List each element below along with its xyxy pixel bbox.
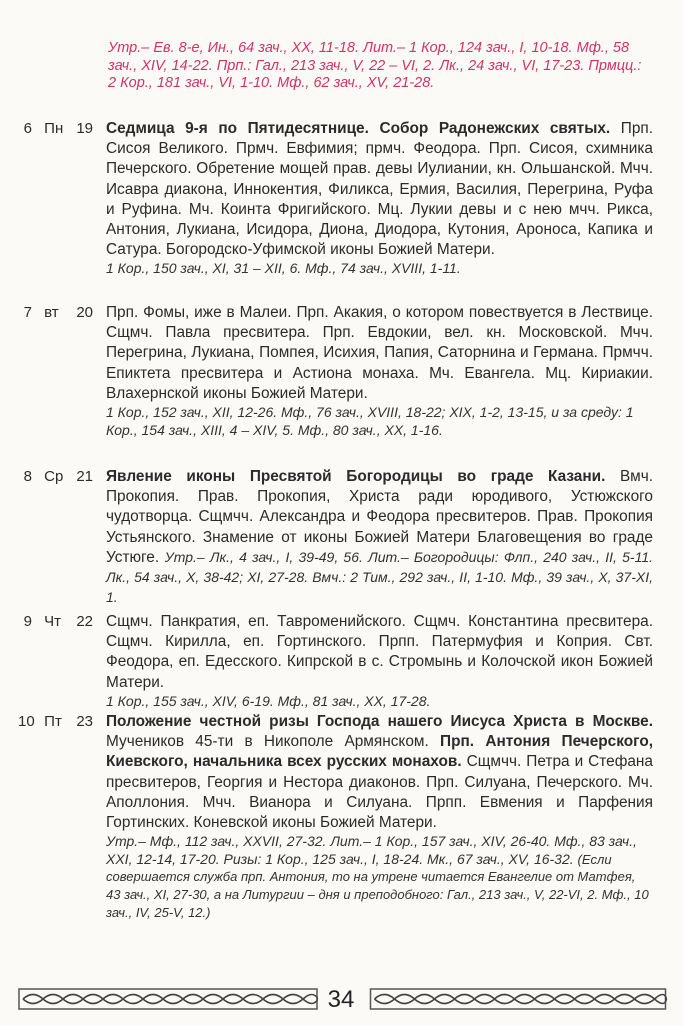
old-style-day: 23 [76,713,94,730]
saints-text: Мучеников 45-ти в Никополе Армянском. [106,733,441,751]
old-style-day: 21 [76,468,94,485]
saints-text: Вмч. Прокопия. Прав. Прокопия, Христа ради юродивого, Устюжского чудотворца. Сщмчч. Александра и Феодора пресвитеров. Прав. Прокопия Устьянского. Знамение от иконы Божией Матери Благовещения во граде Устюге. [106,468,653,566]
left-ornament-border [18,988,318,1010]
weekday: Пт [44,713,62,730]
entry-body [106,612,653,710]
feast-title: Седмица 9-я по Пятидесятнице. Собор Радонежских святых. [106,120,621,137]
weekday: Ср [44,468,64,485]
old-style-day: 22 [76,613,94,630]
scripture-readings: 1 Кор., 152 зач., XII, 12-26. Мф., 76 зач., XVIII, 18-22; XIX, 1-2, 13-15, и за среду: 1 Кор., 154 зач., XIII, 4 – XIV, 5. Мф., 80 зач., XX, 1-16. [106,404,634,438]
entry-body [106,303,653,439]
weekday: вт [44,304,59,321]
carryover-readings: Утр.– Ев. 8-е, Ин., 64 зач., XX, 11-18. Лит.– 1 Кор., 124 зач., I, 10-18. Мф., 58 зач., XIV, 14-22. Прп.: Гал., 213 зач., V, 22 – VI, 2. Лк., 24 зач., VI, 17-23. Прмцц.: 2 Кор., 181 зач., VI, 1-10. Мф., 62 зач., XV, 21-28. [108,40,642,92]
day-number: 8 [23,468,32,485]
readings-list: Утр.– Мф., 112 зач., XXVII, 27-32. Лит.– 1 Кор., 157 зач., XIV, 26-40. Мф., 83 зач., XXI, 12-14, 17-20. Ризы: 1 Кор., 125 зач., I, 18-24. Мк., 67 зач., XV, 16-32. [106,833,637,867]
scripture-readings [106,833,653,921]
weekday: Чт [44,613,62,630]
day-number: 9 [23,613,32,630]
saints-text: Прп. Фомы, иже в Малеи. Прп. Акакия, о котором повествуется в Лествице. Сщмч. Павла пресвитера. Прп. Евдокии, вел. кн. Московской. Мчч. Перегрина, Лукиана, Помпея, Исихия, Папия, Саторнина и Германа. Прмчч. Епиктета пресвитера и Астиона монаха. Мч. Евангела. Мц. Кириакии. Влахернской иконы Божией Матери. [106,304,653,402]
feast-title: Явление иконы Пресвятой Богородицы во граде Казани. [106,468,621,485]
scripture-readings: Утр.– Лк., 4 зач., I, 39-49, 56. Лит.– Богородицы: Флп., 240 зач., II, 5-11. Лк., 54 зач., X, 38-42; XI, 27-28. Вмч.: 2 Тим., 292 зач., II, 1-10. Мф., 39 зач., X, 37-XI, 1. [106,548,654,606]
entry-date [18,467,102,487]
entry-body [106,119,653,278]
entry-body [106,712,653,921]
day-number: 6 [23,120,32,137]
readings-note: (Если совершается служба прп. Антония, то на утрене читается Евангелие от Матфея, 43 зач., XI, 27-30, а на Литургии – дня и преподобного: Гал., 213 зач., V, 22-VI, 2. Мф., 10 зач., IV, 25-V, 12.) [106,851,649,920]
right-ornament-border [368,988,668,1010]
feast-title-secondary: Прп. Антония Печерского, Киевского, начальника всех русских монахов. [106,733,653,771]
entry-date [18,119,102,139]
entry-date [18,303,102,323]
weekday: Пн [44,120,64,137]
day-number: 7 [23,304,32,321]
old-style-day: 20 [76,304,94,321]
scripture-readings: 1 Кор., 155 зач., XIV, 6-19. Мф., 81 зач., XX, 17-28. [106,692,431,709]
entry-date [18,612,102,632]
saints-text: Прп. Сисоя Великого. Прмч. Евфимия; прмч. Феодора. Прп. Сисоя, схимника Печерского. Обретение мощей прав. девы Иулиании, кн. Ольшанской. Мчч. Исавра диакона, Иннокентия, Филикса, Ермия, Василия, Перегрина, Руфа и Руфина. Мч. Коинта Фригийского. Мц. Лукии девы и с нею мчч. Рикса, Антония, Лукиана, Исидора, Диона, Диодора, Кутония, Ароноса, Капика и Сатура. Богородско-Уфимской иконы Божией Матери. [106,120,653,259]
saints-text-secondary: Сщмчч. Петра и Стефана пресвитеров, Георгия и Нестора диаконов. Прп. Силуана, Печерского. Мч. Аполлония. Мчч. Вианора и Силуана. Прпп. Евмения и Парфения Гортинских. Коневской иконы Божией Матери. [106,753,653,832]
feast-title: Положение честной ризы Господа нашего Иисуса Христа в Москве. [106,713,653,730]
page-footer [0,980,683,1020]
page-number: 34 [327,986,355,1013]
scripture-readings: 1 Кор., 150 зач., XI, 31 – XII, 6. Мф., 74 зач., XVIII, 1-11. [106,260,461,277]
entry-date [18,712,102,732]
entry-body [106,467,653,608]
day-number: 10 [18,713,35,730]
saints-text: Сщмч. Панкратия, еп. Тавроменийского. Сщмч. Константина пресвитера. Сщмч. Кирилла, еп. Гортинского. Прпп. Патермуфия и Коприя. Свт. Феодора, еп. Едесского. Кипрской в с. Стромынь и Колочской икон Божией Матери. [106,613,653,691]
old-style-day: 19 [76,120,94,137]
